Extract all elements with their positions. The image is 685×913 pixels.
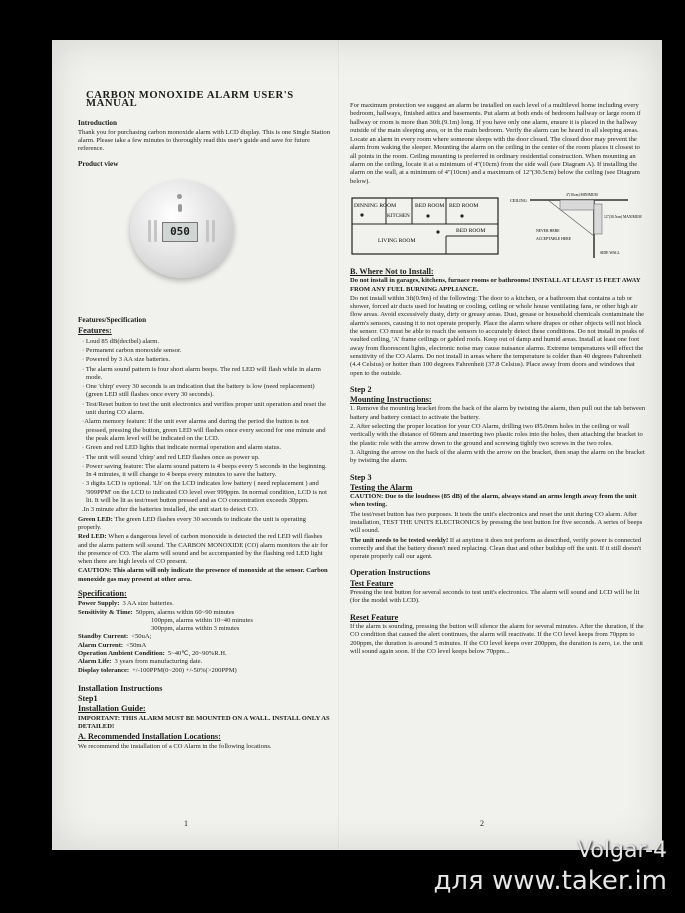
spec-row xyxy=(78,617,330,625)
spec-label: Standby Current: xyxy=(78,633,129,641)
where-not-bold: Do not install in garages, kitchens, furnace rooms or bathrooms! INSTALL AT LEAST 15 FEET AWAY FROM ANY FUEL BURNING APPLIANCE. xyxy=(350,277,641,293)
intro-heading: Introduction xyxy=(78,118,118,127)
reset-feature-text: If the alarm is sounding, pressing the button will silence the alarm for several minutes. After the duration, if the CO condition that caused the alert continues, the alarm will reactivate. If the CO level keeps from 70ppm to 200ppm, the duration is around 5 minutes. If the CO level keeps over 200ppm, the duration is zero, i.e. the unit will sound again soon. If the CO level keeps below 70ppm... xyxy=(350,622,644,655)
feature-item: ·Alarm memory feature: If the unit ever alarms and during the period the button is not pressed, pressing the button, green LED will flashes once every second for one minute and the peak alarm level will be indicated on the LCD. xyxy=(82,418,326,442)
wall-label: NEVER HERE xyxy=(536,228,560,233)
spec-label: Power Supply: xyxy=(78,600,120,608)
feature-item: · Permanent carbon monoxide sensor. xyxy=(82,346,182,354)
green-led-text: The green LED flashes every 30 seconds to indicate the unit is operating properly. xyxy=(78,515,306,531)
wall-mount-diagram xyxy=(508,192,642,258)
lcd-display: 050 xyxy=(162,222,198,242)
paper-fold xyxy=(338,40,340,850)
spec-value: 50ppm, alarms within 60~90 minutes xyxy=(135,608,235,616)
test-button-icon xyxy=(178,204,182,212)
spec-value: 5~40℃, 20~90%R.H. xyxy=(167,650,227,658)
spec-value: +/-100PPM(0~200) +/-50%(>200PPM) xyxy=(132,666,237,674)
feature-item: · Loud 85 dB(decibel) alarm. xyxy=(82,337,160,345)
floorplan-label: DINNING ROOM xyxy=(354,202,397,209)
spec-row xyxy=(78,650,330,658)
weekly-paragraph xyxy=(350,537,648,562)
page-number-1: 1 xyxy=(184,819,188,828)
spec-label: Operation Ambient Condition: xyxy=(78,650,165,658)
spec-value: 300ppm, alarms within 3 minutes xyxy=(151,625,240,633)
spec-row xyxy=(78,600,330,608)
alarm-location-icon xyxy=(426,214,429,217)
page-1 xyxy=(78,92,330,752)
wall-label: ACCEPTABLE HERE xyxy=(536,236,572,241)
recommend-paragraph: Locate an alarm in every room where someone sleeps with the door closed. The closed door may prevent the alarm from waking the sleeper. Mounting the alarm on the ceiling in the center of the room places it closest to all points in the room. Ceiling mounting is preferred in ordinary residential construction. When mounting an alarm on the ceiling, locate it at a minimum of 4"(10cm) from the side wall (see Diagram A). If installing the alarm on the wall, at a minimum of 4"(10cm) and a maximum of 12"(30.5cm) below the ceiling (see Diagram below). xyxy=(350,136,640,185)
recommended-locations-heading: A. Recommended Installation Locations: xyxy=(78,732,221,742)
product-view xyxy=(78,172,330,290)
feature-item: · Test/Reset button to test the unit electronics and verifies proper unit operation and reset the unit during CO alarm. xyxy=(82,400,326,417)
spec-value: 3 years from manufacturing date. xyxy=(114,658,203,666)
mounting-step: 2. After selecting the proper location for your CO Alarm, drilling two Ø5.0mm holes in the ceiling or wall vertically with the distance of 60mm and inserting two plastic roles into the holes, then attaching the bracket to the plastic role with the arrow down to the ground and screwing tightly two screws in the two roles. xyxy=(350,423,643,447)
wall-label: 12"(30.5cm) MAXIMUM xyxy=(604,214,642,219)
spec-label: Alarm Life: xyxy=(78,658,112,666)
where-not-text: Do not install within 3ft(0.9m) of the following: The door to a kitchen, or a bathroom that contains a tub or shower, forced air ducts used for heating or cooling, ceiling or whole house ventilating fans, or other high air flow areas. Avoid excessively dusty, dirty or greasy areas. Dust, grease or household chemicals contaminate the alarm's sensors, causing it to not operate properly. Place the alarm where drapes or other objects will not block the sensor. CO must be able to reach the sensors to accurately detect these conditions. Do not install in peaks of vaulted ceiling, 'A' frame ceilings or gabled roofs. Keep out of damp and humid areas. Install at least one foot away from fluorescent lights, electronic noise may cause nuisance alarms. Extreme temperatures will effect the sensitivity of the CO Alarm. Do not install in areas where the temperature is colder than 40 degrees Fahrenheit (4.4 Celsius) or hotter than 100 degrees Fahrenheit (37.8 Celsius). Place away from doors and windows that open to the outside. xyxy=(350,294,645,377)
wall-label: SIDE WALL xyxy=(600,250,620,255)
spec-row xyxy=(78,625,330,633)
caution-text: CAUTION: This alarm will only indicate the presence of monoxide at the sensor. Carbon monoxide gas may present at other area. xyxy=(78,567,328,583)
page-2 xyxy=(350,102,648,657)
important-text: IMPORTANT: THIS ALARM MUST BE MOUNTED ON A WALL. INSTALL ONLY AS DETAILED! xyxy=(78,714,330,731)
test-feature-text: Pressing the test button for several seconds to test unit's electronics. The alarm will sound and LCD will be lit (for the model with LCD). xyxy=(350,589,640,605)
feature-item: · 3 digits LCD is optional. 'Lb' on the LCD indicates low battery ( need replacement ) and '999PPM' on the LCD to indicated CO level over 999ppm. In normal condition, LCD is not lit. It will be lit as test/reset button pressed and as CO concentration exceeds 30ppm. xyxy=(82,480,328,505)
green-led-paragraph xyxy=(78,516,330,533)
recommended-text: We recommend the installation of a CO Alarm in the following locations. xyxy=(78,742,272,750)
vent-icon xyxy=(148,220,151,242)
red-led-text: When a dangerous level of carbon monoxide is detected the red LED will flashes and the alarm pattern will sound. The CARBON MONOXIDE (CO) alarm monitors the air for the presence of CO. The alarm will sound and be accompanied by the flashing red LED light when there are high levels of CO present. xyxy=(78,533,328,566)
floorplan-label: KITCHEN xyxy=(387,212,410,219)
test-feature-heading: Test Feature xyxy=(350,578,394,588)
spec-value: 3 AA size batteries. xyxy=(122,600,174,608)
spec-label: Alarm Current: xyxy=(78,641,124,649)
floorplan-diagram xyxy=(350,196,500,256)
operation-heading: Operation Instructions xyxy=(350,568,431,578)
step3-label: Step 3 xyxy=(350,472,372,482)
step2-label: Step 2 xyxy=(350,384,372,394)
spec-row xyxy=(78,658,330,666)
manual-sheet xyxy=(52,40,662,850)
mounting-step: 3. Aligning the arrow on the back of the alarm with the arrow on the bracket, then snap the alarm on the bracket by twisting the alarm. xyxy=(350,448,645,465)
product-view-heading: Product view xyxy=(78,159,119,168)
feature-item: · Powered by 3 AA size batteries. xyxy=(82,356,171,364)
mounting-heading: Mounting Instructions: xyxy=(350,395,432,405)
floorplan-label: BED ROOM xyxy=(449,202,479,209)
spec-row xyxy=(78,633,330,641)
vent-icon xyxy=(154,220,157,242)
feature-item: · The alarm sound pattern is four short alarm beeps. The red LED will flash while in alarm mode. xyxy=(82,365,321,381)
wall-label: 4"(10cm) MINIMUM xyxy=(566,192,598,197)
feature-item: .In 3 minute after the batteries installed, the unit start to detect CO. xyxy=(82,506,259,514)
floorplan-label: BED ROOM xyxy=(415,202,445,209)
green-led-label: Green LED: xyxy=(78,515,113,523)
wall-label: CEILING xyxy=(510,197,527,203)
red-led-paragraph xyxy=(78,533,330,566)
spec-value: 100ppm, alarms within 10~40 minutes xyxy=(151,616,253,624)
install-heading: Installation Instructions xyxy=(78,683,163,693)
mounting-step: 1. Remove the mounting bracket from the back of the alarm by twisting the alarm, then pull out the tab between battery and battery contact to activate the battery. xyxy=(350,405,646,421)
spec-list xyxy=(78,600,330,675)
weekly-text: If at anytime it does not perform as described, verify power is connected correctly and that the battery doesn't need replacing. Clean dust and other buildup off the unit. If it still doesn't operate properly call our agent. xyxy=(350,536,642,561)
feature-item: · The unit will sound 'chirp' and red LED flashes once as power up. xyxy=(82,453,260,461)
alarm-location-icon xyxy=(436,230,439,233)
spec-label: Display tolerance: xyxy=(78,666,130,674)
feature-item: · Green and red LED lights that indicate normal operation and alarm status. xyxy=(82,444,282,452)
alarm-location-icon xyxy=(460,214,463,217)
watermark-site: для www.taker.im xyxy=(433,866,667,896)
recommend-paragraph: For maximum protection we suggest an alarm be installed on each level of a multilevel home including every bedroom, hallways, finished attics and basements. Put alarm at both ends of bedroom hallway or large room if hallway or room is more than 30ft.(9.1m) long. If you have only one alarm, ensure it is placed in the hallway outside of the main sleeping area, or in the main bedroom. Verify the alarm can be heard in all sleeping areas. xyxy=(350,102,641,134)
step1-label: Step1 xyxy=(78,694,98,704)
feature-item: · Power saving feature: The alarm sound pattern is 4 beeps every 5 seconds in the beginning. In 4 minutes, it will change to 4 beeps every minutes to save the battery. xyxy=(82,462,327,479)
testing-heading: Testing the Alarm xyxy=(350,482,413,492)
vent-icon xyxy=(212,220,215,242)
red-led-label: Red LED: xyxy=(78,533,107,541)
weekly-bold: The unit needs to be tested weekly! xyxy=(350,536,449,544)
manual-title: CARBON MONOXIDE ALARM USER'S MANUAL xyxy=(86,90,294,110)
led-indicator-icon xyxy=(177,194,182,199)
features-spec-heading: Features/Specification xyxy=(78,316,147,325)
placement-diagram xyxy=(350,192,648,260)
reset-feature-heading: Reset Feature xyxy=(350,612,399,622)
features-list xyxy=(78,338,330,515)
vent-icon xyxy=(206,220,209,242)
page-number-2: 2 xyxy=(480,819,484,828)
where-not-heading: B. Where Not to Install: xyxy=(350,266,434,276)
features-label: Features: xyxy=(78,326,112,336)
co-detector-image xyxy=(130,180,234,278)
spec-heading: Specification: xyxy=(78,588,127,598)
testing-caution: CAUTION: Due to the loudness (85 dB) of the alarm, always stand an arms length away from the unit when testing. xyxy=(350,493,637,509)
floorplan-label: BED ROOM xyxy=(456,227,486,234)
testing-text: The test/reset button has two purposes. It tests the unit's electronics and reset the unit during CO alarm. After installation, TEST THE UNITS ELECTRONICS by pressing the test button for five seconds. A series of beeps will sound. xyxy=(350,510,643,535)
feature-item: · One 'chirp' every 30 seconds is an indication that the battery is low (need replacement) (green LED still flashes once every 30 seconds). xyxy=(82,383,315,399)
alarm-location-icon xyxy=(360,213,363,216)
spec-value: <50uA; xyxy=(131,633,152,641)
spec-row xyxy=(78,667,330,675)
watermark-author: Volgar-4 xyxy=(577,838,667,863)
spec-value: <50mA xyxy=(126,641,147,649)
install-guide-heading: Installation Guide: xyxy=(78,703,146,713)
floorplan-label: LIVING ROOM xyxy=(378,237,416,244)
spec-row xyxy=(78,642,330,650)
spec-label: Sensitivity & Time: xyxy=(78,608,133,616)
spec-row xyxy=(78,609,330,617)
intro-text: Thank you for purchasing carbon monoxide alarm with LCD display. This is one Single Station alarm. Please take a few minutes to thoroughly read this user's guide and save for future reference. xyxy=(78,128,330,153)
